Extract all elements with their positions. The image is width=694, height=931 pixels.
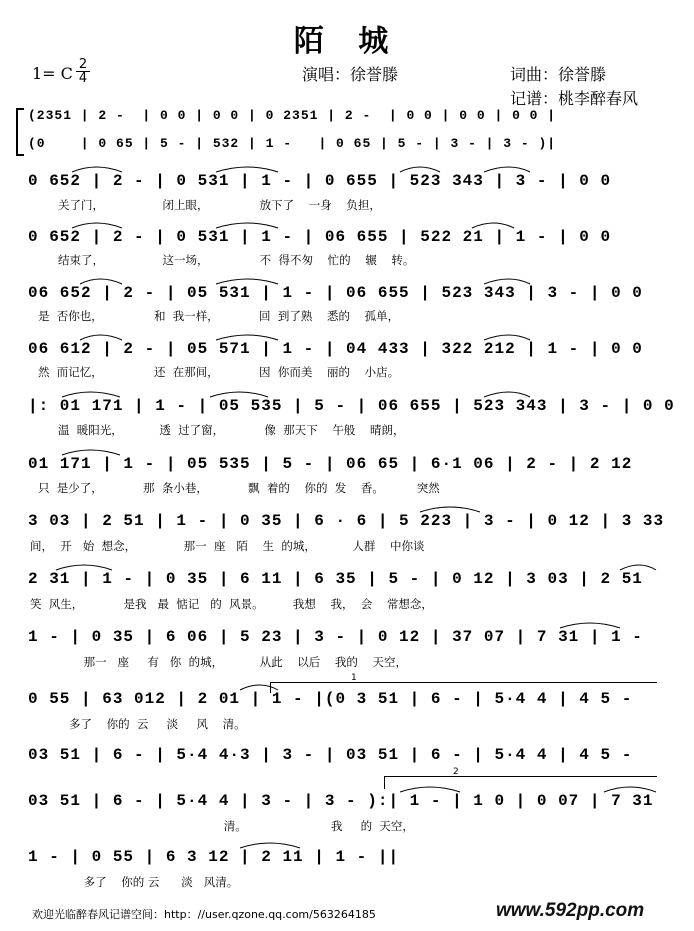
key-signature: 1= C <box>32 64 73 83</box>
score-row-2-lyrics: 结束了， 这一场， 不 得不匆 忙的 辗 转。 <box>58 253 415 267</box>
score-row-13-lyrics: 多了 你的 云 淡 风清。 <box>58 875 239 889</box>
singer-credit: 演唱：徐誉滕 <box>302 65 399 84</box>
score-row-10-notes: 0 55 | 63 012 | 2 01 | 1 - |(0 3 51 | 6 - | 5·4 4 | 4 5 - <box>28 690 633 708</box>
volta-1-label: 1 <box>351 673 357 683</box>
intro-line-2: (0 | 0 65 | 5 - | 532 | 1 - | 0 65 | 5 - | 3 - | 3 - )| <box>28 136 557 151</box>
transcriber-credit: 记谱：桃李醉春风 <box>510 89 639 108</box>
score-row-4-notes: 06 612 | 2 - | 05 571 | 1 - | 04 433 | 322 212 | 1 - | 0 0 <box>28 340 643 358</box>
volta-2-label: 2 <box>453 767 459 777</box>
watermark-logo: www.592pp.com <box>496 900 645 921</box>
score-row-12-lyrics: 清。 我 的 天空， <box>30 819 414 833</box>
score-row-3-notes: 06 652 | 2 - | 05 531 | 1 - | 06 655 | 523 343 | 3 - | 0 0 <box>28 284 643 302</box>
footer-text: 欢迎光临醉春风记谱空间：http：//user.qzone.qq.com/563264185 <box>32 908 376 921</box>
score-row-13-notes: 1 - | 0 55 | 6 3 12 | 2 11 | 1 - || <box>28 848 400 866</box>
score-row-5-lyrics: 温 暖阳光， 透 过了窗， 像 那天下 午般 晴朗， <box>58 423 405 437</box>
score-row-5-notes: |: 01 171 | 1 - | 05 535 | 5 - | 06 655 | 523 343 | 3 - | 0 0 <box>28 397 675 415</box>
score-row-8-notes: 2 31 | 1 - | 0 35 | 6 11 | 6 35 | 5 - | 0 12 | 3 03 | 2 51 <box>28 570 643 588</box>
score-row-11-notes: 03 51 | 6 - | 5·4 4·3 | 3 - | 03 51 | 6 - | 5·4 4 | 4 5 - <box>28 746 633 764</box>
score-row-1-notes: 0 652 | 2 - | 0 531 | 1 - | 0 655 | 523 343 | 3 - | 0 0 <box>28 172 612 190</box>
score-row-12-notes: 03 51 | 6 - | 5·4 4 | 3 - | 3 - ):| 1 - | 1 0 | 0 07 | 7 31 <box>28 792 654 810</box>
score-row-4-lyrics: 然 而记忆， 还 在那间， 因 你而美 丽的 小店。 <box>38 365 400 379</box>
score-row-9-notes: 1 - | 0 35 | 6 06 | 5 23 | 3 - | 0 12 | 37 07 | 7 31 | 1 - <box>28 628 643 646</box>
time-signature-numerator: 2 <box>78 57 88 72</box>
score-row-7-lyrics: 间， 开 始 想念， 那一 座 陌 生 的城， 人群 中你谈 <box>30 539 425 553</box>
intro-line-1: (2351 | 2 - | 0 0 | 0 0 | 0 2351 | 2 - | 0 0 | 0 0 | 0 0 | <box>28 108 557 123</box>
score-row-1-lyrics: 关了门， 闭上眼， 放下了 一身 负担， <box>58 198 381 212</box>
score-row-10-lyrics: 多了 你的 云 淡 风 清。 <box>58 717 246 731</box>
song-title: 陌 城 <box>293 24 401 59</box>
score-row-9-lyrics: 那一 座 有 你 的城， 从此 以后 我的 天空， <box>58 655 408 669</box>
score-row-2-notes: 0 652 | 2 - | 0 531 | 1 - | 06 655 | 522 21 | 1 - | 0 0 <box>28 228 612 246</box>
score-row-3-lyrics: 是 否你也， 和 我一样， 回 到了熟 悉的 孤单， <box>38 309 400 323</box>
score-row-7-notes: 3 03 | 2 51 | 1 - | 0 35 | 6 · 6 | 5 223 | 3 - | 0 12 | 3 33 <box>28 512 665 530</box>
score-row-6-notes: 01 171 | 1 - | 05 535 | 5 - | 06 65 | 6·1 06 | 2 - | 2 12 <box>28 455 633 473</box>
score-row-8-lyrics: 笑 风生， 是我 最 惦记 的 风景。 我想 我， 会 常想念， <box>30 597 433 611</box>
composer-credit: 词曲：徐誉滕 <box>510 65 607 84</box>
time-signature-denominator: 4 <box>76 71 90 85</box>
score-row-6-lyrics: 只 是少了， 那 条小巷， 飘 着的 你的 发 香。 突然 <box>38 481 440 495</box>
